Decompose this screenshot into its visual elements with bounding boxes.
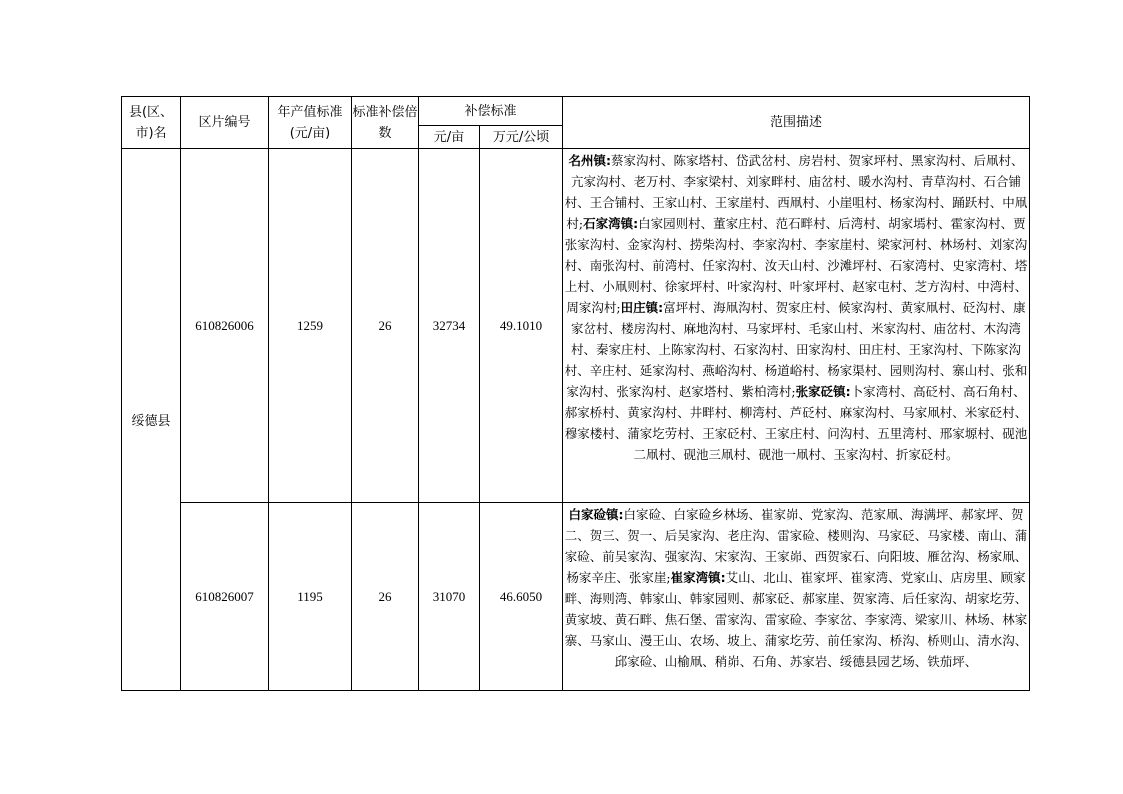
header-wan-per-ha: 万元/公顷: [480, 126, 563, 149]
county-name: 绥德县: [122, 149, 181, 691]
town-name: 白家硷镇:: [568, 506, 624, 522]
village-list: 富坪村、海凧沟村、贺家庄村、候家沟村、黄家凧村、砭沟村、康家岔村、楼房沟村、麻地沟村、马家坪村、毛家山村、米家沟村、庙岔村、木沟湾村、秦家庄村、上陈家沟村、石家沟村、田家沟村、田庄村、王家沟村、下陈家沟村、辛庄村、延家沟村、燕峪沟村、杨道峪村、杨家渠村、园则沟村、寨山村、张和家沟村、张家沟村、赵家塔村、紫柏湾村;: [564, 299, 1028, 399]
wan-per-ha-cell: 46.6050: [480, 503, 563, 691]
table-row: [122, 149, 1030, 503]
village-list: 白家硷、白家硷乡林场、崔家峁、党家沟、范家凧、海满坪、郝家坪、贺二、贺三、贺一、后吴家沟、老庄沟、雷家硷、楼则沟、马家砭、马家楼、南山、蒲家硷、前吴家沟、强家沟、宋家沟、王家峁、西贺家石、向阳坡、雁岔沟、杨家凧、杨家辛庄、张家崖;: [564, 506, 1028, 585]
annual-value-cell: 1195: [269, 503, 352, 691]
village-list: 艾山、北山、崔家坪、崔家湾、党家山、店房里、顾家畔、海则湾、韩家山、韩家园则、郝家砭、郝家崖、贺家湾、后任家沟、胡家圪劳、黄家坡、黄石畔、焦石堡、雷家沟、雷家硷、李家岔、李家湾、梁家川、林场、林家寨、马家山、漫王山、农场、坡上、蒲家圪劳、前任家沟、桥沟、桥则山、清水沟、邱家硷、山榆凧、稍峁、石角、苏家岩、绥德县园艺场、铁茄坪、: [564, 569, 1028, 669]
header-yuan-per-mu: 元/亩: [419, 126, 480, 149]
town-name: 石家湾镇:: [583, 215, 639, 231]
compensation-table: [121, 96, 1030, 691]
town-name: 崔家湾镇:: [670, 569, 726, 585]
header-scope: 范围描述: [563, 97, 1030, 149]
header-annual-value: 年产值标准(元/亩): [269, 97, 352, 149]
header-multiple: 标准补偿倍数: [352, 97, 419, 149]
multiple-cell: 26: [352, 149, 419, 503]
zone-id-cell: 610826006: [181, 149, 269, 503]
village-list: 卜家湾村、高砭村、高石角村、郝家桥村、黄家沟村、井畔村、柳湾村、芦砭村、麻家沟村、马家凧村、米家砭村、穆家楼村、蒲家圪劳村、王家砭村、王家庄村、问沟村、五里湾村、邢家塬村、砚池二凧村、砚池三凧村、砚池一凧村、玉家沟村、折家砭村。: [564, 383, 1028, 462]
header-county: 县(区、市)名: [122, 97, 181, 149]
yuan-per-mu-cell: 32734: [419, 149, 480, 503]
yuan-per-mu-cell: 31070: [419, 503, 480, 691]
town-name: 田庄镇:: [620, 299, 664, 315]
town-name: 名州镇:: [568, 152, 611, 168]
header-zone-id: 区片编号: [181, 97, 269, 149]
scope-description: [563, 503, 1030, 691]
village-list: 白家园则村、董家庄村、范石畔村、后湾村、胡家墕村、霍家沟村、贾张家沟村、金家沟村、捞柴沟村、李家沟村、李家崖村、梁家河村、林场村、刘家沟村、南张沟村、前湾村、任家沟村、汝天山村、沙滩坪村、石家湾村、史家湾村、塔上村、小凧则村、徐家坪村、叶家沟村、叶家坪村、赵家屯村、芝方沟村、中湾村、周家沟村;: [564, 215, 1028, 315]
village-list: 蔡家沟村、陈家塔村、岱武岔村、房岩村、贺家坪村、黑家沟村、后凧村、亢家沟村、老万村、李家梁村、刘家畔村、庙岔村、暖水沟村、青草沟村、石合铺村、王合铺村、王家山村、王家崖村、西凧村、小崖咀村、杨家沟村、踊跃村、中凧村;: [564, 152, 1028, 231]
town-name: 张家砭镇:: [795, 383, 851, 399]
table-row: [122, 503, 1030, 691]
multiple-cell: 26: [352, 503, 419, 691]
scope-description: [563, 149, 1030, 503]
wan-per-ha-cell: 49.1010: [480, 149, 563, 503]
zone-id-cell: 610826007: [181, 503, 269, 691]
annual-value-cell: 1259: [269, 149, 352, 503]
header-compensation: 补偿标准: [419, 97, 563, 126]
